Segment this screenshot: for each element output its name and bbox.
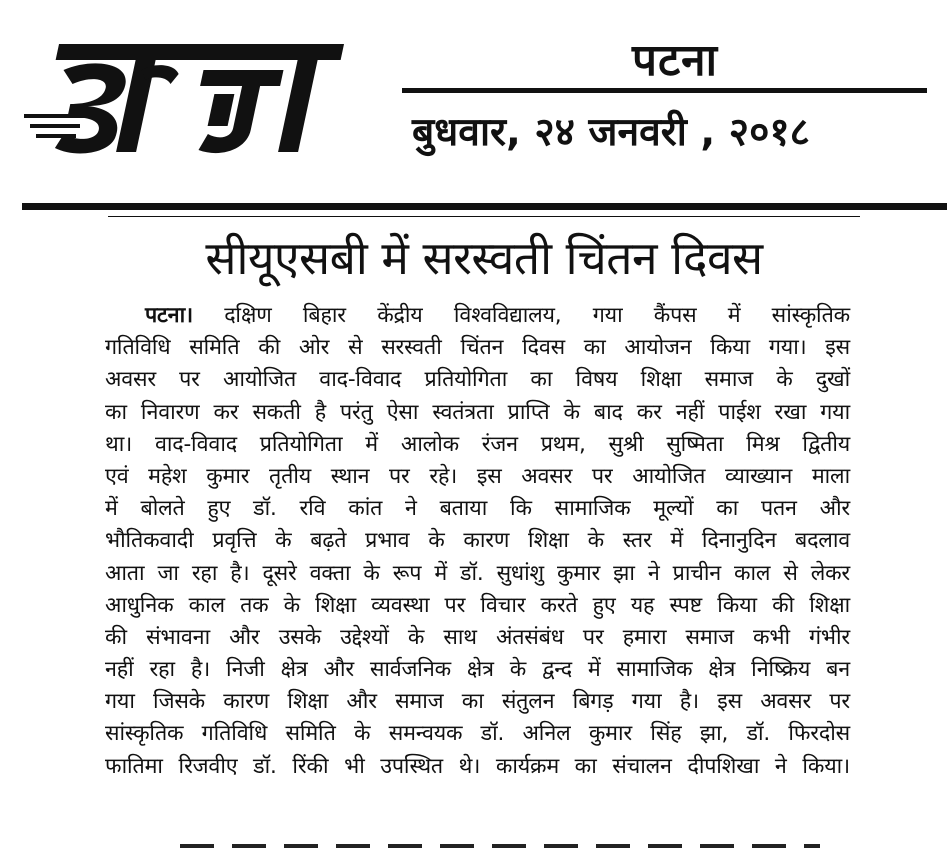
article-line: था। वाद-विवाद प्रतियोगिता में आलोक रंजन प्रथम, सुश्री सुष्मिता मिश्र द्वितीय bbox=[105, 431, 850, 457]
issue-date: बुधवार, २४ जनवरी , २०१८ bbox=[412, 110, 810, 155]
article-line: फातिमा रिजवीए डॉ. रिंकी भी उपस्थित थे। कार्यक्रम का संचालन दीपशिखा ने किया। bbox=[105, 753, 850, 779]
article-line: सांस्कृतिक गतिविधि समिति के समन्वयक डॉ. अनिल कुमार सिंह झा, डॉ. फिरदोस bbox=[105, 721, 850, 747]
article-line: आता जा रहा है। दूसरे वक्ता के रूप में डॉ. सुधांशु कुमार झा ने प्राचीन काल से लेकर bbox=[105, 560, 850, 586]
article-body bbox=[105, 300, 850, 783]
article-line: में बोलते हुए डॉ. रवि कांत ने बताया कि सामाजिक मूल्यों का पतन और bbox=[105, 496, 850, 522]
article-line: एवं महेश कुमार तृतीय स्थान पर रहे। इस अवसर पर आयोजित व्याख्यान माला bbox=[105, 463, 850, 489]
article-headline: सीयूएसबी में सरस्वती चिंतन दिवस bbox=[205, 231, 763, 285]
article-dateline: पटना। bbox=[145, 303, 193, 328]
newspaper-logo bbox=[22, 30, 352, 160]
article-line: अवसर पर आयोजित वाद-विवाद प्रतियोगिता का विषय शिक्षा समाज के दुखों bbox=[105, 367, 850, 393]
masthead-divider bbox=[22, 203, 947, 210]
article-line: आधुनिक काल तक के शिक्षा व्यवस्था पर विचार करते हुए यह स्पष्ट किया की शिक्षा bbox=[105, 592, 850, 618]
article-line: भौतिकवादी प्रवृत्ति के बढ़ते प्रभाव के कारण शिक्षा के स्तर में दिनानुदिन बदलाव bbox=[105, 528, 850, 554]
article-line: का निवारण कर सकती है परंतु ऐसा स्वतंत्रता प्राप्ति के बाद कर नहीं पाई‍श रखा गया bbox=[105, 399, 850, 425]
edition-city: पटना bbox=[632, 35, 718, 86]
article-line: नहीं रहा है। निजी क्षेत्र और सार्वजनिक क्षेत्र के द्वन्द में सामाजिक क्षेत्र निष्क्रिय बन bbox=[105, 657, 850, 683]
article-line: पटना। दक्षिण बिहार केंद्रीय विश्वविद्यालय, गया कैंपस में सांस्कृतिक bbox=[145, 303, 850, 328]
article-line: की संभावना और उसके उद्देश्यों के साथ अंतसंबंध पर हमारा समाज कभी गंभीर bbox=[105, 624, 850, 650]
cropped-text-edge bbox=[180, 838, 820, 848]
article-line: गतिविधि समिति की ओर से सरस्वती चिंतन दिवस का आयोजन किया गया। इस bbox=[105, 335, 850, 361]
headline-top-rule bbox=[108, 216, 860, 217]
date-divider bbox=[402, 88, 927, 93]
article-line: गया जिसके कारण शिक्षा और समाज का संतुलन बिगड़ गया है। इस अवसर पर bbox=[105, 689, 850, 715]
